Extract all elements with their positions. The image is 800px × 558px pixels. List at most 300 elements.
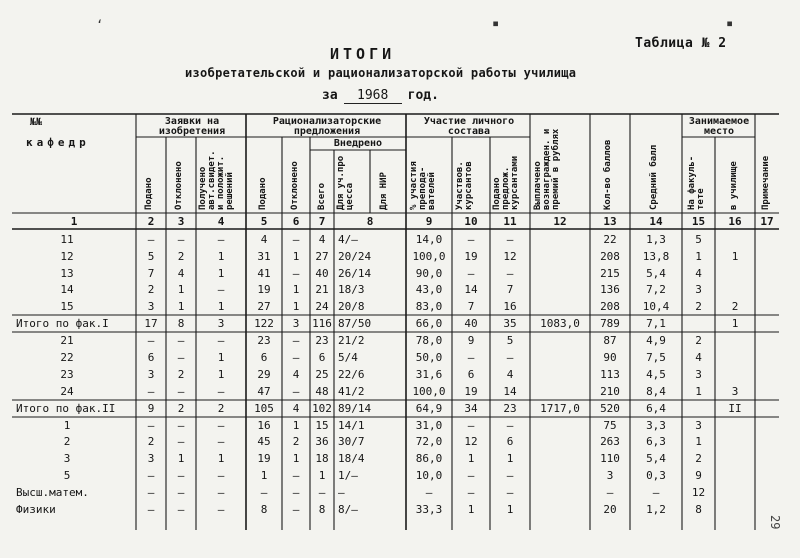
cell-c7: 36 <box>315 435 329 448</box>
cell-c11: 12 <box>503 250 517 263</box>
cell-c9: 14,0 <box>415 233 443 246</box>
cell-c13: 3 <box>606 469 614 482</box>
cell-c11: 1 <box>506 503 514 516</box>
cell-c11: – <box>506 419 514 432</box>
header-c8a: Для уч.про цесса <box>336 155 355 210</box>
cell-c16 <box>715 501 755 518</box>
cell-c6: – <box>292 351 300 364</box>
punch-mark: ▪ <box>492 16 500 30</box>
cell-c10: – <box>467 351 475 364</box>
cell-c2: 6 <box>147 351 155 364</box>
table-row <box>0 400 800 417</box>
cell-c13: 208 <box>600 250 620 263</box>
cell-c3: 1 <box>177 283 185 296</box>
cell-c12 <box>530 298 590 315</box>
cell-c8: 18/4 <box>338 452 365 465</box>
cell-c14: 1,3 <box>646 233 666 246</box>
document-title: ИТОГИ <box>330 45 396 63</box>
cell-c2: – <box>147 419 155 432</box>
cell-c15: 8 <box>695 503 702 516</box>
cell-c12 <box>530 265 590 282</box>
cell-kaf: 12 <box>60 250 74 263</box>
cell-c6: – <box>292 486 300 499</box>
cell-c13: 75 <box>603 419 617 432</box>
cell-c10: 19 <box>464 250 478 263</box>
column-number: 14 <box>649 215 663 228</box>
header-group-implemented: Внедрено <box>333 138 383 149</box>
cell-kaf: 3 <box>63 452 71 465</box>
header-c15: На факуль- тете <box>687 155 706 210</box>
document-subtitle: изобретательской и рационализаторской работы училища <box>185 66 577 80</box>
header-c14: Средний балл <box>649 144 659 210</box>
column-number: 17 <box>760 215 774 228</box>
cell-c7: 21 <box>315 283 329 296</box>
cell-c8: 30/7 <box>338 435 365 448</box>
cell-c15: 5 <box>695 233 702 246</box>
cell-c7: 48 <box>315 385 329 398</box>
cell-c14: 7,1 <box>646 317 666 330</box>
cell-c16: 1 <box>731 317 739 330</box>
cell-c6: – <box>292 267 300 280</box>
cell-c16: 2 <box>731 300 739 313</box>
header-c12: Выплачено вознагражден. и премий в рублях <box>533 128 561 210</box>
cell-c6: – <box>292 503 300 516</box>
cell-c4: 1 <box>217 300 225 313</box>
cell-c3: 8 <box>177 317 185 330</box>
header-c4: Получено авт.свидет. и положит. решений <box>198 150 235 210</box>
cell-c11: – <box>506 267 514 280</box>
table-row <box>0 467 800 484</box>
cell-c14: 7,2 <box>646 283 666 296</box>
cell-c16 <box>715 349 755 366</box>
cell-c7: 15 <box>315 419 329 432</box>
cell-c6: 3 <box>292 317 300 330</box>
header-c3: Отклонено <box>174 161 184 210</box>
cell-c15: 1 <box>695 250 702 263</box>
cell-c10: 1 <box>467 503 475 516</box>
cell-c13: 113 <box>600 368 620 381</box>
cell-c16 <box>715 484 755 501</box>
cell-c11: 23 <box>503 402 517 415</box>
cell-c9: 100,0 <box>412 385 446 398</box>
cell-c11: 35 <box>503 317 517 330</box>
cell-c16 <box>715 366 755 383</box>
header-c7: Всего <box>317 182 327 210</box>
cell-c11: 4 <box>506 368 514 381</box>
cell-c12 <box>530 383 590 400</box>
table-row <box>0 450 800 467</box>
header-c11: Подано предлож. курсантами <box>492 155 520 210</box>
cell-c5: 27 <box>257 300 271 313</box>
cell-c11: – <box>506 233 514 246</box>
cell-c9: 31,6 <box>415 368 443 381</box>
table-row <box>0 349 800 366</box>
cell-c4: 2 <box>217 402 225 415</box>
cell-c15: 1 <box>695 385 702 398</box>
cell-c8: 18/3 <box>338 283 365 296</box>
cell-c16 <box>715 265 755 282</box>
cell-c6: 1 <box>292 452 300 465</box>
cell-c14: 1,2 <box>646 503 666 516</box>
cell-c14: – <box>652 486 660 499</box>
table-row <box>0 298 800 315</box>
cell-kaf: 24 <box>60 385 74 398</box>
cell-c8: 89/14 <box>338 402 372 415</box>
cell-c7: 18 <box>315 452 329 465</box>
cell-c11: 14 <box>503 385 517 398</box>
cell-c14: 7,5 <box>646 351 666 364</box>
cell-kaf: Высш.матем. <box>16 486 89 499</box>
column-number: 3 <box>177 215 185 228</box>
cell-kaf: 23 <box>60 368 74 381</box>
cell-c7: 116 <box>312 317 332 330</box>
cell-c3: – <box>177 334 185 347</box>
cell-c3: 2 <box>177 250 185 263</box>
cell-c10: – <box>467 233 475 246</box>
cell-kaf: Итого по фак.II <box>16 402 116 415</box>
header-c16: в училище <box>729 161 739 210</box>
column-number: 6 <box>292 215 300 228</box>
cell-c10: 14 <box>464 283 478 296</box>
cell-c15: 3 <box>695 368 702 381</box>
cell-c8: 8/– <box>338 503 358 516</box>
column-number: 8 <box>366 215 374 228</box>
cell-c4: – <box>217 385 225 398</box>
cell-c15: 4 <box>695 351 702 364</box>
cell-c9: 66,0 <box>415 317 443 330</box>
cell-c13: 208 <box>600 300 620 313</box>
cell-c14: 8,4 <box>646 385 666 398</box>
cell-c2: 7 <box>147 267 155 280</box>
cell-c13: 90 <box>603 351 617 364</box>
header-group-place: Занимаемое место <box>688 116 750 137</box>
cell-c5: 1 <box>260 469 268 482</box>
cell-c4: – <box>217 334 225 347</box>
cell-c12 <box>530 231 590 248</box>
cell-c10: – <box>467 469 475 482</box>
cell-c3: 4 <box>177 267 185 280</box>
cell-c16 <box>715 433 755 450</box>
cell-c12: 1083,0 <box>540 317 580 330</box>
cell-c11: 16 <box>503 300 517 313</box>
column-number: 5 <box>260 215 268 228</box>
cell-c10: 1 <box>467 452 475 465</box>
cell-c3: – <box>177 233 185 246</box>
column-number: 12 <box>553 215 567 228</box>
cell-c12 <box>530 501 590 518</box>
cell-c2: 2 <box>147 435 155 448</box>
cell-c9: 78,0 <box>415 334 443 347</box>
cell-c5: 19 <box>257 452 271 465</box>
cell-c9: 64,9 <box>415 402 443 415</box>
cell-c5: 23 <box>257 334 271 347</box>
cell-c15: 4 <box>695 267 702 280</box>
cell-c5: 122 <box>254 317 274 330</box>
header-group-rationalization: Рационализаторские предложения <box>272 116 382 137</box>
cell-c4: 1 <box>217 368 225 381</box>
cell-c10: 6 <box>467 368 475 381</box>
cell-c3: – <box>177 419 185 432</box>
cell-kaf: 11 <box>60 233 74 246</box>
cell-c5: – <box>260 486 268 499</box>
cell-c14: 5,4 <box>646 267 666 280</box>
cell-c8: 22/6 <box>338 368 365 381</box>
cell-c15: 1 <box>695 435 702 448</box>
cell-c16 <box>715 467 755 484</box>
cell-c16 <box>715 417 755 434</box>
cell-c7: 4 <box>318 233 326 246</box>
cell-kaf: Физики <box>16 503 56 516</box>
cell-kaf: 21 <box>60 334 74 347</box>
cell-c16: II <box>728 402 742 415</box>
cell-c14: 3,3 <box>646 419 666 432</box>
cell-c14: 10,4 <box>642 300 670 313</box>
cell-c12: 1717,0 <box>540 402 580 415</box>
cell-c8: 87/50 <box>338 317 372 330</box>
cell-kaf: 15 <box>60 300 74 313</box>
cell-c6: 4 <box>292 402 300 415</box>
cell-kaf: 5 <box>63 469 71 482</box>
header-c13: Кол-во баллов <box>603 139 613 210</box>
cell-c3: 2 <box>177 402 185 415</box>
cell-c7: 23 <box>315 334 329 347</box>
cell-c6: 1 <box>292 419 300 432</box>
cell-c13: 20 <box>603 503 617 516</box>
cell-c2: 17 <box>144 317 158 330</box>
cell-c2: – <box>147 503 155 516</box>
cell-c5: 16 <box>257 419 271 432</box>
header-kafedra: кафедр <box>26 136 90 149</box>
column-number: 10 <box>464 215 478 228</box>
cell-c13: 210 <box>600 385 620 398</box>
cell-c16 <box>715 332 755 349</box>
table-row <box>0 248 800 265</box>
cell-c11: – <box>506 486 514 499</box>
cell-kaf: 2 <box>63 435 71 448</box>
cell-c4: – <box>217 435 225 448</box>
cell-c13: 789 <box>600 317 620 330</box>
cell-c14: 4,5 <box>646 368 666 381</box>
cell-c8: 20/24 <box>338 250 372 263</box>
punch-mark: ▪ <box>726 16 734 30</box>
cell-c12 <box>530 349 590 366</box>
cell-c8: 41/2 <box>338 385 365 398</box>
cell-c5: 19 <box>257 283 271 296</box>
cell-c6: – <box>292 385 300 398</box>
cell-c4: – <box>217 503 225 516</box>
cell-c4: – <box>217 419 225 432</box>
cell-c8: 14/1 <box>338 419 365 432</box>
cell-c7: 40 <box>315 267 329 280</box>
cell-c12 <box>530 417 590 434</box>
cell-c11: 6 <box>506 435 514 448</box>
cell-c16 <box>715 231 755 248</box>
table-row <box>0 265 800 282</box>
cell-c2: 5 <box>147 250 155 263</box>
cell-c16 <box>715 281 755 298</box>
cell-c9: – <box>425 486 433 499</box>
cell-kaf: 13 <box>60 267 74 280</box>
cell-c3: 2 <box>177 368 185 381</box>
cell-c9: 100,0 <box>412 250 446 263</box>
column-number: 15 <box>691 215 706 228</box>
cell-c2: 9 <box>147 402 155 415</box>
header-c6: Отклонено <box>290 161 300 210</box>
table-row <box>0 315 800 332</box>
cell-c8: 26/14 <box>338 267 372 280</box>
cell-c13: 87 <box>603 334 617 347</box>
cell-c7: 25 <box>315 368 329 381</box>
cell-c10: 9 <box>467 334 475 347</box>
cell-c13: 215 <box>600 267 620 280</box>
cell-c10: 34 <box>464 402 478 415</box>
table-row <box>0 433 800 450</box>
cell-c9: 72,0 <box>415 435 443 448</box>
cell-c4: 3 <box>217 317 225 330</box>
cell-c15 <box>682 400 715 417</box>
cell-kaf: 14 <box>60 283 74 296</box>
cell-c5: 45 <box>257 435 271 448</box>
cell-c7: – <box>318 486 326 499</box>
cell-c5: 6 <box>260 351 268 364</box>
column-number: 2 <box>147 215 155 228</box>
cell-c11: 7 <box>506 283 514 296</box>
cell-c15: 2 <box>695 452 702 465</box>
cell-c15 <box>682 315 715 332</box>
cell-c10: 40 <box>464 317 478 330</box>
cell-c8: 4/– <box>338 233 358 246</box>
header-kafedra-no: №№ <box>30 117 43 128</box>
cell-c9: 83,0 <box>415 300 443 313</box>
table-row <box>0 501 800 518</box>
cell-c14: 0,3 <box>646 469 666 482</box>
cell-c7: 27 <box>315 250 329 263</box>
cell-c2: – <box>147 233 155 246</box>
cell-c8: 21/2 <box>338 334 365 347</box>
cell-c12 <box>530 332 590 349</box>
cell-c9: 90,0 <box>415 267 443 280</box>
cell-c3: – <box>177 486 185 499</box>
cell-c5: 4 <box>260 233 268 246</box>
cell-c3: 1 <box>177 452 185 465</box>
cell-c10: 12 <box>464 435 478 448</box>
table-row <box>0 332 800 349</box>
header-group-inventions: Заявки на изобретения <box>158 116 226 137</box>
year-prefix: за <box>322 88 338 103</box>
cell-c11: – <box>506 351 514 364</box>
cell-c2: 3 <box>147 368 155 381</box>
cell-c2: 3 <box>147 300 155 313</box>
cell-c14: 6,4 <box>646 402 666 415</box>
punch-mark: ʻ <box>96 18 104 32</box>
cell-c8: – <box>338 486 345 499</box>
cell-kaf: 22 <box>60 351 74 364</box>
header-c2: Подано <box>144 177 154 210</box>
cell-c15: 3 <box>695 283 702 296</box>
cell-c7: 8 <box>318 503 326 516</box>
cell-c11: – <box>506 469 514 482</box>
cell-c8: 1/– <box>338 469 358 482</box>
cell-c13: 520 <box>600 402 620 415</box>
cell-c4: – <box>217 486 225 499</box>
column-number: 9 <box>425 215 433 228</box>
cell-c5: 47 <box>257 385 271 398</box>
cell-c4: – <box>217 283 225 296</box>
cell-c14: 5,4 <box>646 452 666 465</box>
cell-c14: 6,3 <box>646 435 666 448</box>
cell-c16 <box>715 450 755 467</box>
cell-c6: 1 <box>292 250 300 263</box>
cell-c2: 2 <box>147 283 155 296</box>
cell-c9: 33,3 <box>415 503 443 516</box>
cell-c3: – <box>177 351 185 364</box>
cell-c6: – <box>292 233 300 246</box>
column-number: 1 <box>70 215 78 228</box>
cell-c3: – <box>177 385 185 398</box>
header-group-personnel: Участие личного состава <box>423 116 515 137</box>
cell-c3: – <box>177 503 185 516</box>
cell-c9: 86,0 <box>415 452 443 465</box>
table-row <box>0 281 800 298</box>
cell-c7: 1 <box>318 469 326 482</box>
cell-c3: – <box>177 435 185 448</box>
cell-c4: – <box>217 469 225 482</box>
cell-c9: 31,0 <box>415 419 443 432</box>
cell-c6: 1 <box>292 300 300 313</box>
table-row <box>0 383 800 400</box>
column-number: 13 <box>603 215 617 228</box>
cell-c2: – <box>147 469 155 482</box>
cell-c11: 1 <box>506 452 514 465</box>
cell-c10: 7 <box>467 300 475 313</box>
cell-c12 <box>530 467 590 484</box>
table-row <box>0 417 800 434</box>
cell-c12 <box>530 484 590 501</box>
cell-c6: – <box>292 334 300 347</box>
cell-c5: 31 <box>257 250 271 263</box>
cell-c6: 2 <box>292 435 300 448</box>
cell-c15: 2 <box>695 334 702 347</box>
column-number: 7 <box>318 215 326 228</box>
cell-c15: 3 <box>695 419 702 432</box>
column-number: 11 <box>503 215 517 228</box>
cell-c12 <box>530 281 590 298</box>
cell-c5: 8 <box>260 503 268 516</box>
cell-c12 <box>530 433 590 450</box>
cell-c4: 1 <box>217 452 225 465</box>
cell-kaf: 1 <box>63 419 71 432</box>
cell-c12 <box>530 450 590 467</box>
cell-c10: – <box>467 267 475 280</box>
cell-c9: 10,0 <box>415 469 443 482</box>
cell-c2: 3 <box>147 452 155 465</box>
column-number: 4 <box>217 215 225 228</box>
cell-c14: 4,9 <box>646 334 666 347</box>
cell-c6: – <box>292 469 300 482</box>
header-c9: % участия препода- вателей <box>409 161 437 210</box>
cell-c2: – <box>147 334 155 347</box>
cell-c4: 1 <box>217 250 225 263</box>
header-c8b: Для НИР <box>379 172 389 210</box>
cell-c16: 3 <box>731 385 739 398</box>
cell-c10: – <box>467 486 475 499</box>
cell-c3: – <box>177 469 185 482</box>
cell-c13: – <box>606 486 614 499</box>
cell-c10: – <box>467 419 475 432</box>
cell-c3: 1 <box>177 300 185 313</box>
cell-c4: – <box>217 233 225 246</box>
cell-c5: 41 <box>257 267 271 280</box>
